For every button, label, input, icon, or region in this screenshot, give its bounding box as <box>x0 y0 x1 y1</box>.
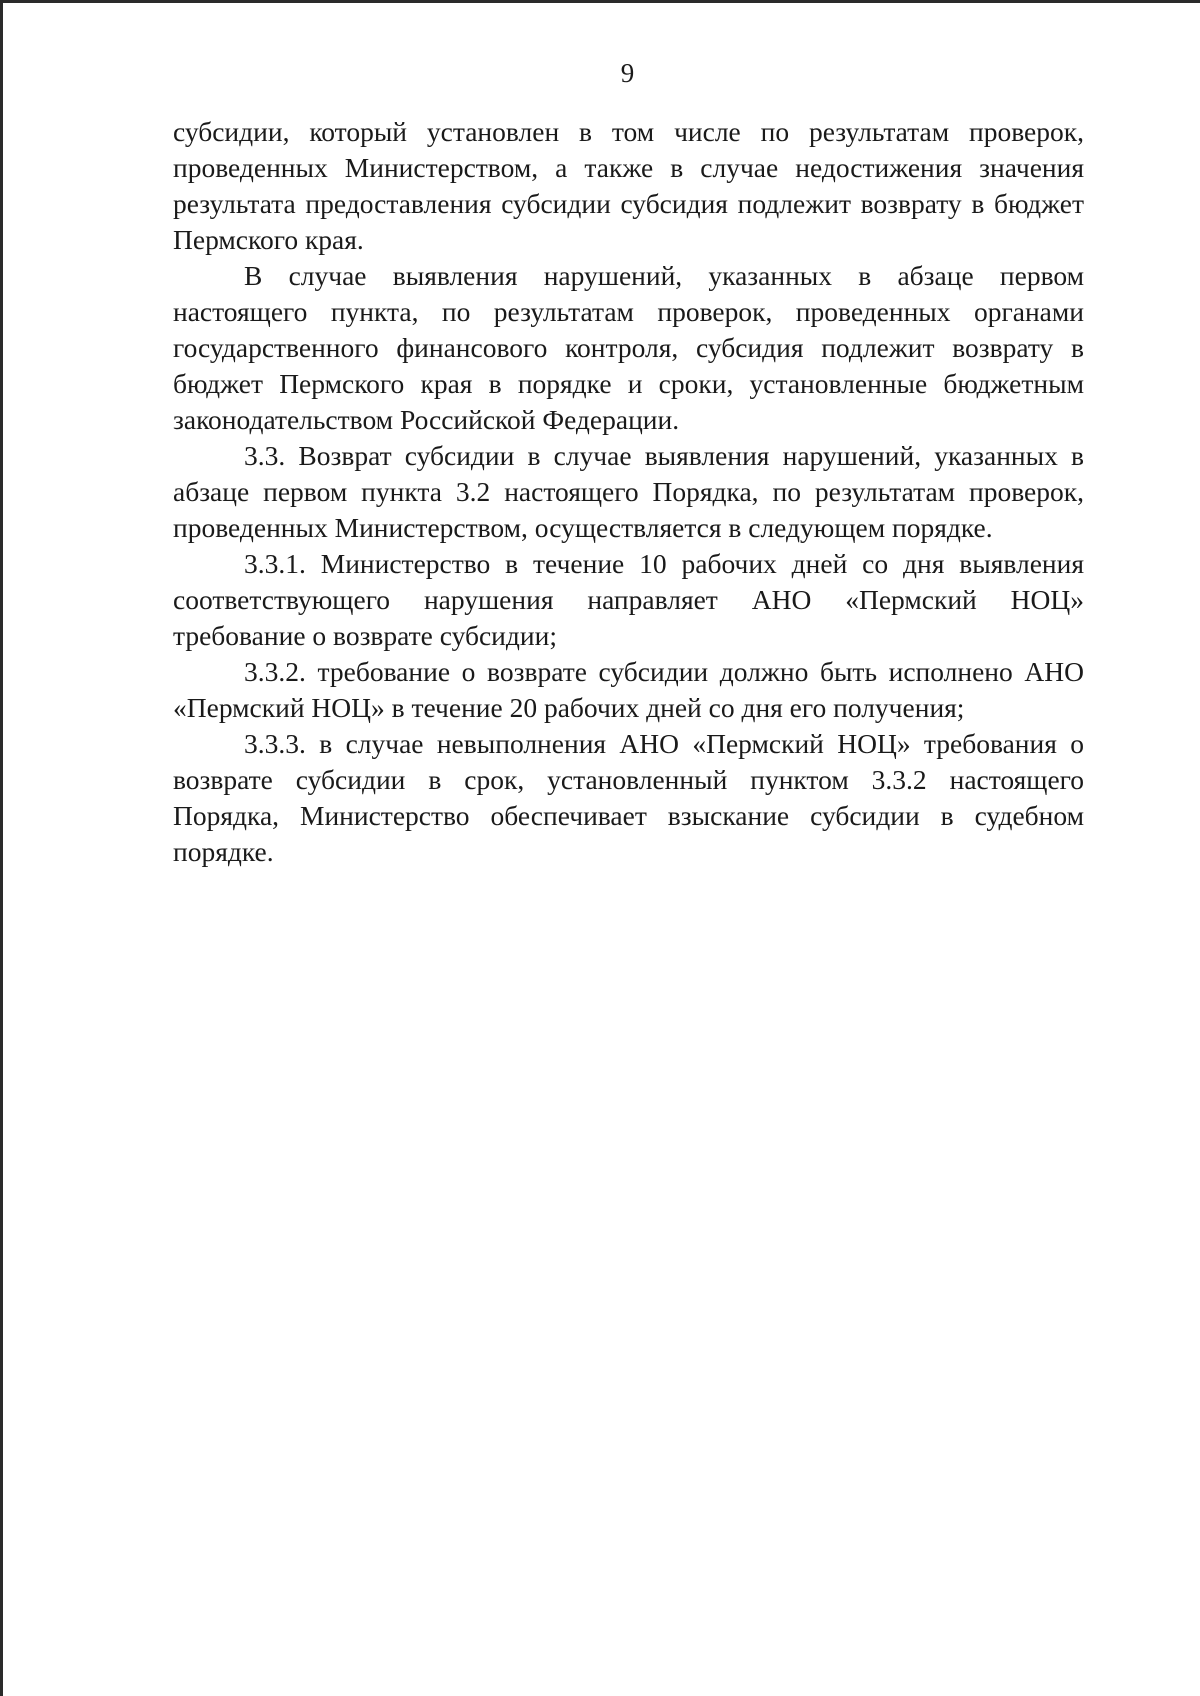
paragraph-3-3-2: 3.3.2. требование о возврате субсидии должно быть исполнено АНО «Пермский НОЦ» в течение 20 рабочих дней со дня его получения; <box>173 656 1084 723</box>
paragraph-violations-control: В случае выявления нарушений, указанных в абзаце первом настоящего пункта, по результатам проверок, проведенных органами государственного финансового контроля, субсидия подлежит возврату в бюджет Пермского края в порядке и сроки, установленные бюджетным законодательством Российской Федерации. <box>173 260 1084 435</box>
paragraph-3-3-3: 3.3.3. в случае невыполнения АНО «Пермский НОЦ» требования о возврате субсидии в срок, установленный пунктом 3.3.2 настоящего Порядка, Министерство обеспечивает взыскание субсидии в судебном порядке. <box>173 728 1084 867</box>
paragraph-3-3-1: 3.3.1. Министерство в течение 10 рабочих дней со дня выявления соответствующего нарушения направляет АНО «Пермский НОЦ» требование о возврате субсидии; <box>173 548 1084 651</box>
paragraph-3-3: 3.3. Возврат субсидии в случае выявления нарушений, указанных в абзаце первом пункта 3.2 настоящего Порядка, по результатам проверок, проведенных Министерством, осуществляется в следующем порядке. <box>173 440 1084 543</box>
scan-border-left <box>0 0 3 1696</box>
document-body <box>173 114 1084 870</box>
paragraph-continuation: субсидии, который установлен в том числе по результатам проверок, проведенных Министерством, а также в случае недостижения значения результата предоставления субсидии субсидия подлежит возврату в бюджет Пермского края. <box>173 116 1084 255</box>
page-number: 9 <box>620 58 635 88</box>
scan-border-top <box>0 0 1200 3</box>
